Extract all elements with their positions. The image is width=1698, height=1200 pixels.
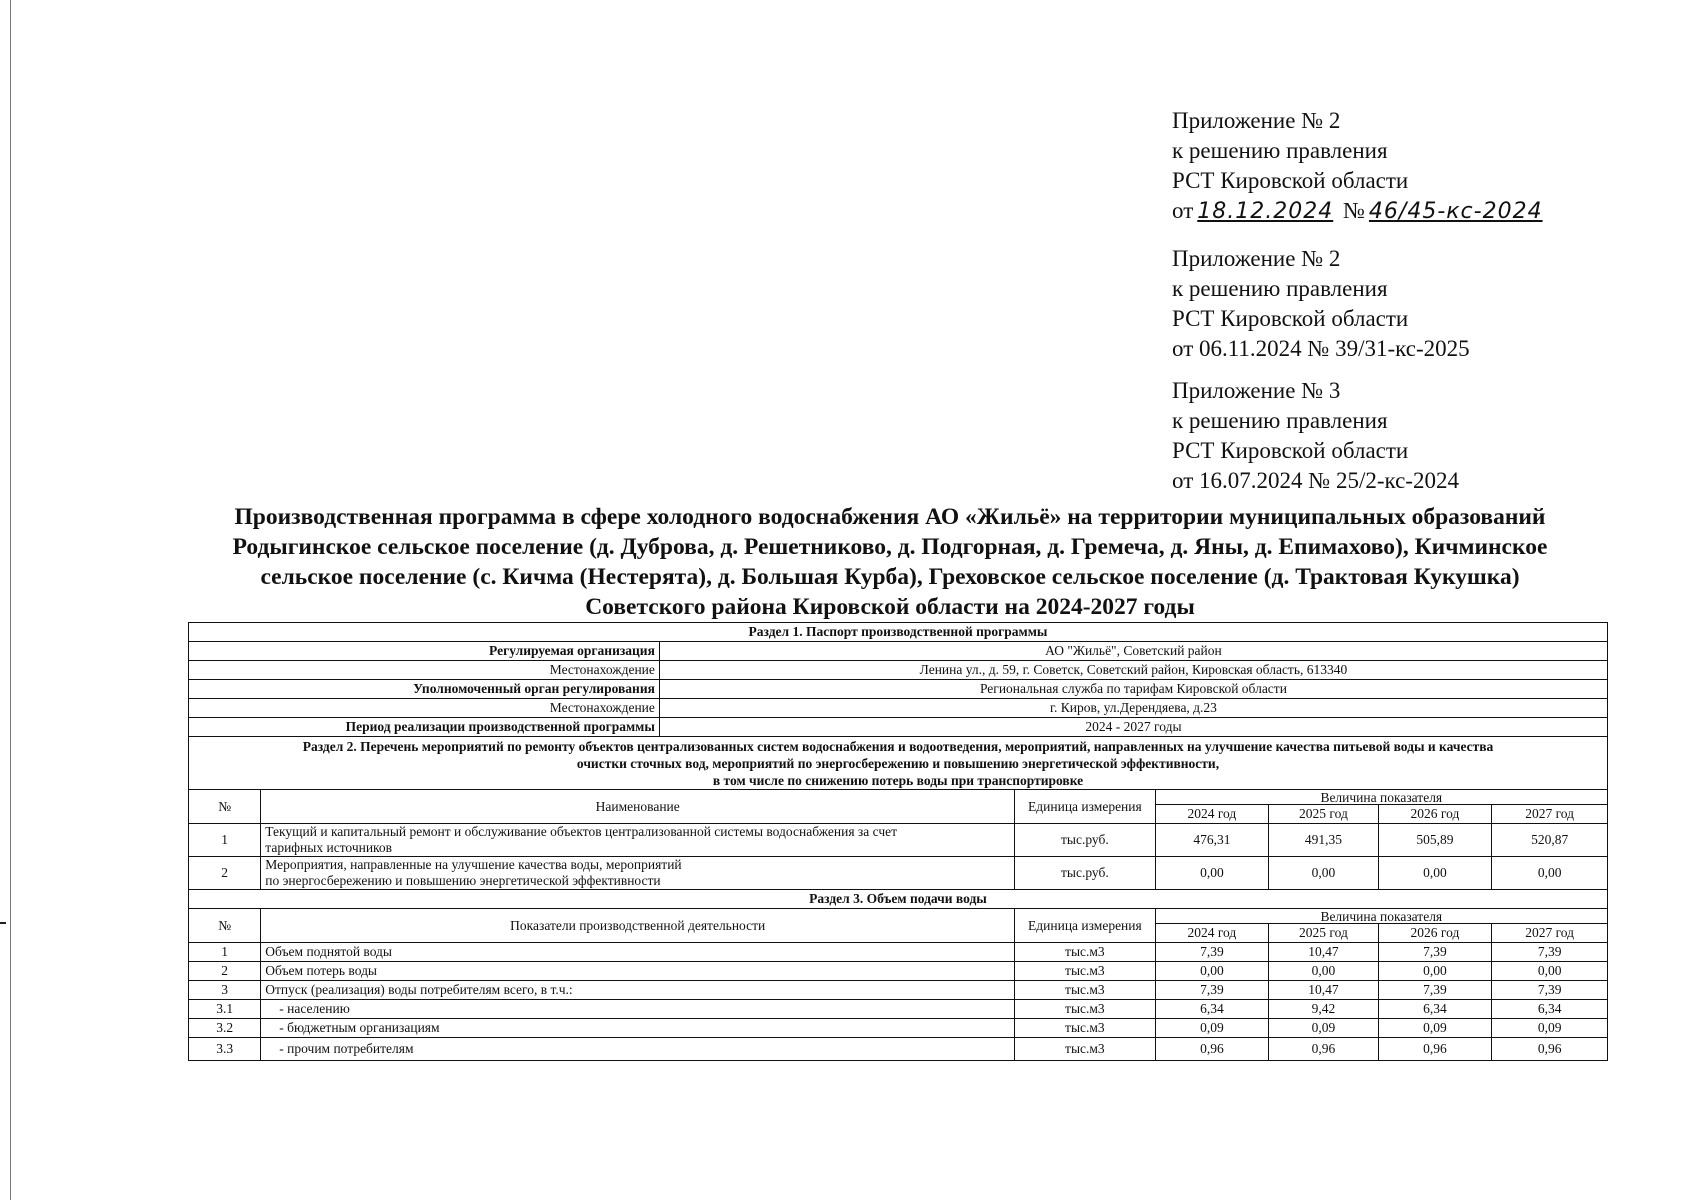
- section2-year: 2025 год: [1269, 805, 1378, 824]
- row-value: 520,87: [1492, 824, 1608, 857]
- row-value: 0,00: [1269, 857, 1378, 890]
- section2-year: 2026 год: [1378, 805, 1492, 824]
- section1-label: Местонахождение: [189, 699, 660, 718]
- section2-col-name: Наименование: [261, 790, 1015, 824]
- section3-year: 2026 год: [1378, 924, 1492, 943]
- title-line3: сельское поселение (с. Кичма (Нестерята), д. Большая Курба), Греховское сельское поселение (д. Трактовая Кукушка): [260, 564, 1520, 590]
- section2-col-num: №: [189, 790, 261, 824]
- row-value: 6,34: [1492, 1000, 1608, 1019]
- row-value: 10,47: [1269, 981, 1378, 1000]
- row-name: - прочим потребителям: [261, 1038, 1015, 1061]
- section3-col-value: Величина показателя: [1155, 909, 1607, 924]
- page-margin-line: [10, 0, 11, 1200]
- appendix-2-line4: от 06.11.2024 № 39/31-кс-2025: [1172, 336, 1470, 361]
- row-value: 505,89: [1378, 824, 1492, 857]
- section3-col-num: №: [189, 909, 261, 943]
- row-name: [261, 824, 1015, 857]
- program-table: [188, 622, 1608, 1061]
- section1-row: [189, 642, 1608, 661]
- row-value: 0,00: [1269, 962, 1378, 981]
- row-unit: тыс.м3: [1015, 1000, 1155, 1019]
- row-name-line2: по энергосбережению и повышению энергетической эффективности: [265, 873, 661, 888]
- row-num: 2: [189, 962, 261, 981]
- appendix-1-from-prefix: от: [1172, 198, 1194, 223]
- appendix-block-1: [1172, 106, 1547, 227]
- row-value: 0,00: [1378, 962, 1492, 981]
- appendix-1-line4: [1172, 196, 1547, 227]
- section2-heading-row: [189, 737, 1608, 790]
- section1-heading-row: [189, 623, 1608, 642]
- row-value: 7,39: [1155, 943, 1269, 962]
- table-row: [189, 1019, 1608, 1038]
- row-value: 0,00: [1378, 857, 1492, 890]
- row-unit: тыс.м3: [1015, 962, 1155, 981]
- section1-heading: Раздел 1. Паспорт производственной программы: [189, 623, 1608, 642]
- section1-row: [189, 661, 1608, 680]
- row-value: 491,35: [1269, 824, 1378, 857]
- row-value: 0,09: [1269, 1019, 1378, 1038]
- section1-value: Региональная служба по тарифам Кировской области: [659, 680, 1607, 699]
- row-value: 0,96: [1155, 1038, 1269, 1061]
- page-margin-tick: [0, 922, 6, 924]
- section2-year: 2027 год: [1492, 805, 1608, 824]
- section1-label: Регулируемая организация: [189, 642, 660, 661]
- appendix-2-line2: к решению правления: [1172, 276, 1388, 301]
- appendix-2-line3: РСТ Кировской области: [1172, 306, 1409, 331]
- section1-label: Период реализации производственной программы: [189, 718, 660, 737]
- row-value: 7,39: [1492, 943, 1608, 962]
- row-name-line1: Мероприятия, направленные на улучшение качества воды, мероприятий: [265, 857, 682, 872]
- row-name: [261, 857, 1015, 890]
- row-value: 0,00: [1155, 962, 1269, 981]
- section3-heading-row: [189, 890, 1608, 909]
- row-value: 7,39: [1378, 943, 1492, 962]
- row-value: 0,09: [1378, 1019, 1492, 1038]
- section1-value: АО "Жильё", Советский район: [659, 642, 1607, 661]
- table-row: [189, 824, 1608, 857]
- section2-heading-line2: очистки сточных вод, мероприятий по энергосбережению и повышению энергетической эффективности,: [576, 755, 1220, 771]
- section2-year: 2024 год: [1155, 805, 1269, 824]
- row-name: Объем поднятой воды: [261, 943, 1015, 962]
- table-row: [189, 1038, 1608, 1061]
- row-num: 3.2: [189, 1019, 261, 1038]
- section2-heading-line3: в том числе по снижению потерь воды при транспортировке: [712, 772, 1084, 788]
- row-value: 0,96: [1269, 1038, 1378, 1061]
- section3-year: 2027 год: [1492, 924, 1608, 943]
- title-line2: Родыгинское сельское поселение (д. Дуброва, д. Решетниково, д. Подгорная, д. Гремеча, д. Яны, д. Епимахово), Кичминское: [232, 534, 1548, 560]
- section1-row: [189, 699, 1608, 718]
- table-row: [189, 962, 1608, 981]
- section1-value: Ленина ул., д. 59, г. Советск, Советский район, Кировская область, 613340: [659, 661, 1607, 680]
- row-name: - населению: [261, 1000, 1015, 1019]
- document-title: [160, 502, 1620, 622]
- section3-heading: Раздел 3. Объем подачи воды: [189, 890, 1608, 909]
- title-line1: Производственная программа в сфере холодного водоснабжения АО «Жильё» на территории муниципальных образований: [234, 504, 1546, 530]
- section3-col-name: Показатели производственной деятельности: [261, 909, 1015, 943]
- row-value: 9,42: [1269, 1000, 1378, 1019]
- section1-value: г. Киров, ул.Дерендяева, д.23: [659, 699, 1607, 718]
- row-num: 1: [189, 824, 261, 857]
- row-unit: тыс.м3: [1015, 1019, 1155, 1038]
- row-unit: тыс.руб.: [1015, 824, 1155, 857]
- row-value: 6,34: [1155, 1000, 1269, 1019]
- appendix-block-2: [1172, 244, 1470, 364]
- row-name: Отпуск (реализация) воды потребителям всего, в т.ч.:: [261, 981, 1015, 1000]
- row-name: Объем потерь воды: [261, 962, 1015, 981]
- row-value: 7,39: [1155, 981, 1269, 1000]
- appendix-1-num-prefix: №: [1342, 198, 1365, 223]
- row-value: 6,34: [1378, 1000, 1492, 1019]
- row-value: 0,00: [1155, 857, 1269, 890]
- appendix-block-3: [1172, 376, 1459, 496]
- section2-col-value: Величина показателя: [1155, 790, 1607, 805]
- row-value: 0,00: [1492, 962, 1608, 981]
- title-line4: Советского района Кировской области на 2024-2027 годы: [585, 594, 1195, 620]
- row-unit: тыс.м3: [1015, 981, 1155, 1000]
- section1-label: Уполномоченный орган регулирования: [189, 680, 660, 699]
- row-value: 476,31: [1155, 824, 1269, 857]
- row-unit: тыс.м3: [1015, 1038, 1155, 1061]
- row-value: 7,39: [1378, 981, 1492, 1000]
- row-num: 3.1: [189, 1000, 261, 1019]
- appendix-1-line1: Приложение № 2: [1172, 108, 1341, 133]
- section2-heading-line1: Раздел 2. Перечень мероприятий по ремонту объектов централизованных систем водоснабжения и водоотведения, мероприятий, направленных на улучшение качества питьевой воды и качества: [302, 738, 1494, 754]
- table-row: [189, 943, 1608, 962]
- row-name-line2: тарифных источников: [265, 840, 393, 855]
- row-value: 0,09: [1492, 1019, 1608, 1038]
- appendix-3-line2: к решению правления: [1172, 408, 1388, 433]
- appendix-3-line1: Приложение № 3: [1172, 378, 1341, 403]
- row-value: 0,96: [1492, 1038, 1608, 1061]
- row-unit: тыс.м3: [1015, 943, 1155, 962]
- appendix-3-line3: РСТ Кировской области: [1172, 438, 1409, 463]
- row-value: 10,47: [1269, 943, 1378, 962]
- section3-col-unit: Единица измерения: [1015, 909, 1155, 943]
- section2-heading: [189, 737, 1608, 790]
- section2-col-unit: Единица измерения: [1015, 790, 1155, 824]
- row-num: 1: [189, 943, 261, 962]
- section3-header-row: [189, 909, 1608, 924]
- appendix-1-line3: РСТ Кировской области: [1172, 168, 1409, 193]
- row-value: 0,96: [1378, 1038, 1492, 1061]
- row-value: 7,39: [1492, 981, 1608, 1000]
- row-num: 3.3: [189, 1038, 261, 1061]
- appendix-1-number: 46/45-кс-2024: [1368, 199, 1543, 224]
- row-value: 0,00: [1492, 857, 1608, 890]
- row-num: 3: [189, 981, 261, 1000]
- appendix-1-line2: к решению правления: [1172, 138, 1388, 163]
- table-row: [189, 857, 1608, 890]
- appendix-3-line4: от 16.07.2024 № 25/2-кс-2024: [1172, 468, 1459, 493]
- section2-header-row: [189, 790, 1608, 805]
- row-value: 0,09: [1155, 1019, 1269, 1038]
- section3-year: 2025 год: [1269, 924, 1378, 943]
- section1-row: [189, 718, 1608, 737]
- section1-value: 2024 - 2027 годы: [659, 718, 1607, 737]
- row-num: 2: [189, 857, 261, 890]
- table-row: [189, 981, 1608, 1000]
- row-unit: тыс.руб.: [1015, 857, 1155, 890]
- row-name-line1: Текущий и капитальный ремонт и обслуживание объектов централизованной системы водоснабжения за счет: [265, 824, 898, 839]
- row-name: - бюджетным организациям: [261, 1019, 1015, 1038]
- appendix-2-line1: Приложение № 2: [1172, 246, 1341, 271]
- section1-row: [189, 680, 1608, 699]
- section3-year: 2024 год: [1155, 924, 1269, 943]
- section1-label: Местонахождение: [189, 661, 660, 680]
- appendix-1-date: 18.12.2024: [1197, 199, 1334, 224]
- table-row: [189, 1000, 1608, 1019]
